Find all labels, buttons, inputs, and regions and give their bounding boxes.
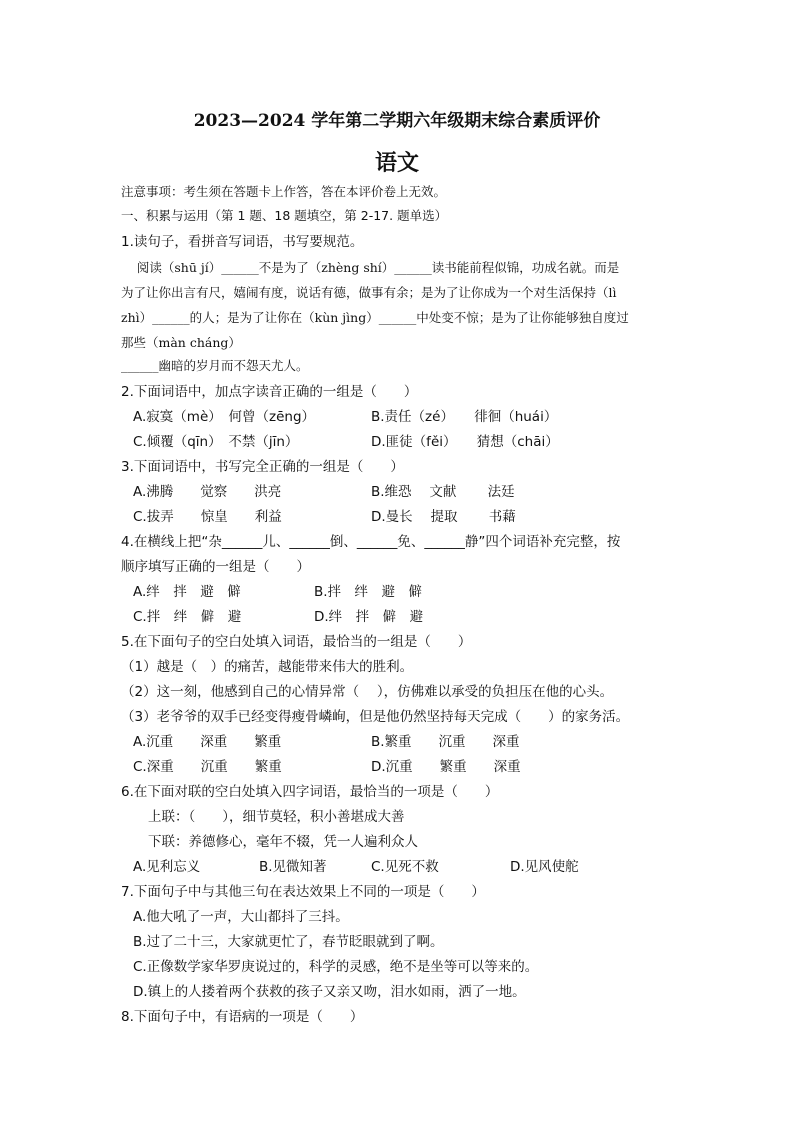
couplet-upper: 上联：（ ），细节莫轻，积小善堪成大善 bbox=[148, 809, 405, 825]
q2-stem: 2.下面词语中，加点字读音正确的一组是（ ） bbox=[121, 384, 418, 400]
subject-title: 语文 bbox=[374, 150, 419, 176]
q5-option-d: D.沉重 繁重 深重 bbox=[371, 759, 521, 775]
q6-stem: 6.在下面对联的空白处填入四字词语，最恰当的一项是（ ） bbox=[121, 784, 499, 800]
q1-line: zhì）______的人；是为了让你在（kùn jìng）______中处变不惊；是为了让你能够独自度过 bbox=[121, 310, 629, 325]
q2-option-b: B.责任（zé） 徘徊（huái） bbox=[371, 409, 558, 425]
q4-option-a: A.绊 拌 避 僻 bbox=[133, 584, 241, 600]
q2-option-c: C.倾覆（qīn） 不禁（jīn） bbox=[133, 434, 299, 450]
q7-option-d: D.镇上的人搂着两个获救的孩子又亲又吻，泪水如雨，洒了一地。 bbox=[133, 984, 526, 1000]
q4-stem-cont: 顺序填写正确的一组是（ ） bbox=[121, 559, 310, 575]
q1-line: 那些（màn cháng） bbox=[121, 335, 241, 350]
q7-option-a: A.他大吼了一声，大山都抖了三抖。 bbox=[133, 909, 349, 925]
q3-stem: 3.下面词语中，书写完全正确的一组是（ ） bbox=[121, 459, 404, 475]
q5-sentence: （1）越是（ ）的痛苦，越能带来伟大的胜利。 bbox=[121, 659, 414, 675]
exam-title: 2023—2024 学年第二学期六年级期末综合素质评价 bbox=[193, 111, 601, 131]
q5-option-c: C.深重 沉重 繁重 bbox=[133, 759, 282, 775]
q5-option-a: A.沉重 深重 繁重 bbox=[133, 734, 282, 750]
notice: 注意事项：考生须在答题卡上作答，答在本评价卷上无效。 bbox=[121, 184, 447, 199]
q4-option-d: D.绊 拌 僻 避 bbox=[314, 609, 424, 625]
q5-stem: 5.在下面句子的空白处填入词语，最恰当的一组是（ ） bbox=[121, 634, 472, 650]
q1-stem: 1.读句子，看拼音写词语，书写要规范。 bbox=[121, 234, 364, 250]
q7-option-c: C.正像数学家华罗庚说过的，科学的灵感，绝不是坐等可以等来的。 bbox=[133, 959, 539, 975]
q4-option-c: C.拌 绊 僻 避 bbox=[133, 609, 242, 625]
q6-option-b: B.见微知著 bbox=[259, 859, 327, 875]
couplet-lower: 下联：养德修心，毫年不辍，凭一人遍利众人 bbox=[148, 834, 418, 850]
q4-option-b: B.拌 绊 避 僻 bbox=[314, 584, 423, 600]
q6-option-c: C.见死不救 bbox=[371, 859, 439, 875]
q1-line: ______幽暗的岁月而不怨天尤人。 bbox=[121, 358, 309, 373]
q5-option-b: B.繁重 沉重 深重 bbox=[371, 734, 520, 750]
section-heading: 一、积累与运用（第 1 题、18 题填空，第 2-17. 题单选） bbox=[121, 208, 448, 223]
q8-stem: 8.下面句子中，有语病的一项是（ ） bbox=[121, 1009, 364, 1025]
q3-option-d: D.曼长 提取 书藉 bbox=[371, 509, 516, 525]
q2-option-d: D.匪徒（fěi） 猜想（chāi） bbox=[371, 434, 559, 450]
q7-stem: 7.下面句子中与其他三句在表达效果上不同的一项是（ ） bbox=[121, 884, 485, 900]
q7-option-b: B.过了二十三，大家就更忙了，春节眨眼就到了啊。 bbox=[133, 934, 444, 950]
q6-option-a: A.见利忘义 bbox=[133, 859, 201, 875]
q2-option-a: A.寂寞（mè） 何曾（zēng） bbox=[133, 409, 316, 425]
q3-option-a: A.沸腾 觉察 洪亮 bbox=[133, 484, 282, 500]
q3-option-c: C.拔弄 惊皇 利益 bbox=[133, 509, 282, 525]
q4-stem: 4.在横线上把“杂______儿、______倒、______免、______静”四个词语补充完整，按 bbox=[121, 534, 621, 550]
q3-option-b: B.维恐 文献 法廷 bbox=[371, 484, 515, 500]
q1-line: 阅读（shū jí）______不是为了（zhèng shí）______读书能前程似锦，功成名就。而是 bbox=[121, 260, 620, 275]
q6-option-d: D.见风使舵 bbox=[510, 859, 579, 875]
q5-sentence: （3）老爷爷的双手已经变得瘦骨嶙峋，但是他仍然坚持每天完成（ ）的家务活。 bbox=[121, 709, 630, 725]
q1-line: 为了让你出言有尺，嬉闹有度，说话有德，做事有余；是为了让你成为一个对生活保持（lì bbox=[121, 285, 617, 300]
q5-sentence: （2）这一刻，他感到自己的心情异常（ ），仿佛难以承受的负担压在他的心头。 bbox=[121, 684, 614, 700]
